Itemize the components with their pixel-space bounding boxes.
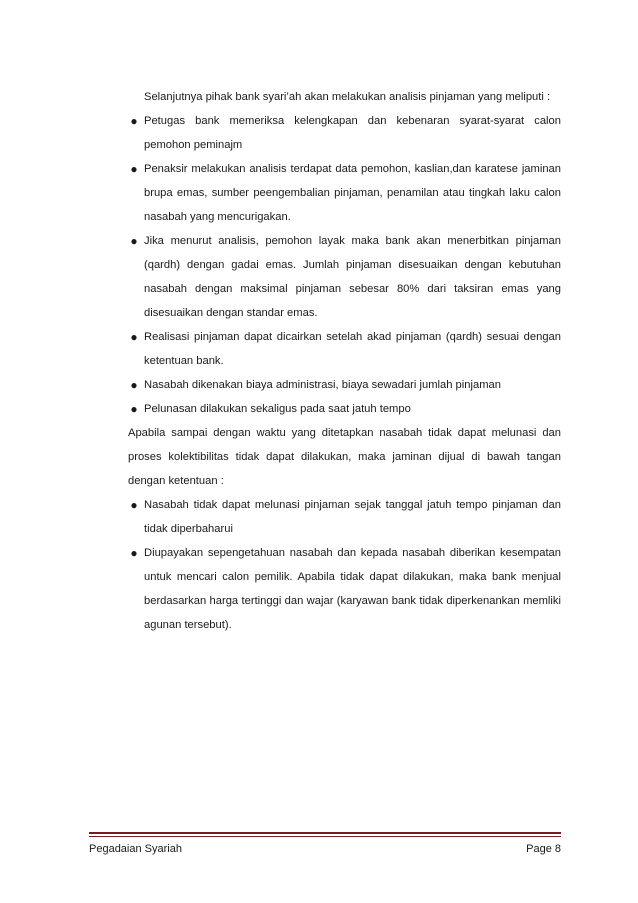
footer-rule-thin [89,836,561,837]
bullet-icon: ● [130,378,138,392]
bullet-icon: ● [130,498,138,512]
list-item: ● Nasabah tidak dapat melunasi pinjaman sejak tanggal jatuh tempo pinjaman dan tidak diperbaharui [128,493,561,541]
page-content [128,85,561,637]
analysis-steps-list [128,109,561,421]
sale-conditions-list [128,493,561,637]
bullet-icon: ● [130,162,138,176]
bullet-icon: ● [130,402,138,416]
middle-paragraph: Apabila sampai dengan waktu yang ditetapkan nasabah tidak dapat melunasi dan proses kolektibilitas tidak dapat dilakukan, maka jaminan dijual di bawah tangan dengan ketentuan : [128,427,561,487]
footer-page-number: Page 8 [526,843,561,855]
footer-rule-thick [89,832,561,834]
list-item: ● Realisasi pinjaman dapat dicairkan setelah akad pinjaman (qardh) sesuai dengan ketentuan bank. [128,325,561,373]
list-item: ● Petugas bank memeriksa kelengkapan dan kebenaran syarat-syarat calon pemohon peminajm [128,109,561,157]
footer-document-title: Pegadaian Syariah [89,843,182,855]
intro-paragraph: Selanjutnya pihak bank syari’ah akan melakukan analisis pinjaman yang meliputi : [144,91,551,103]
list-item: ● Diupayakan sepengetahuan nasabah dan kepada nasabah diberikan kesempatan untuk mencari calon pemilik. Apabila tidak dapat dilakukan, maka bank menjual berdasarkan harga tertinggi dan wajar (karyawan bank tidak diperkenankan memliki agunan tersebut). [128,541,561,637]
bullet-icon: ● [130,234,138,248]
list-item: ● Nasabah dikenakan biaya administrasi, biaya sewadari jumlah pinjaman [128,373,561,397]
bullet-icon: ● [130,330,138,344]
list-item: ● Pelunasan dilakukan sekaligus pada saat jatuh tempo [128,397,561,421]
bullet-icon: ● [130,546,138,560]
bullet-icon: ● [130,114,138,128]
list-item: ● Penaksir melakukan analisis terdapat data pemohon, kaslian,dan karatese jaminan brupa emas, sumber peengembalian pinjaman, penamilan atau tingkah laku calon nasabah yang mencurigakan. [128,157,561,229]
list-item: ● Jika menurut analisis, pemohon layak maka bank akan menerbitkan pinjaman (qardh) dengan gadai emas. Jumlah pinjaman disesuaikan dengan kebutuhan nasabah dengan maksimal pinjaman sebesar 80% dari taksiran emas yang disesuaikan dengan standar emas. [128,229,561,325]
